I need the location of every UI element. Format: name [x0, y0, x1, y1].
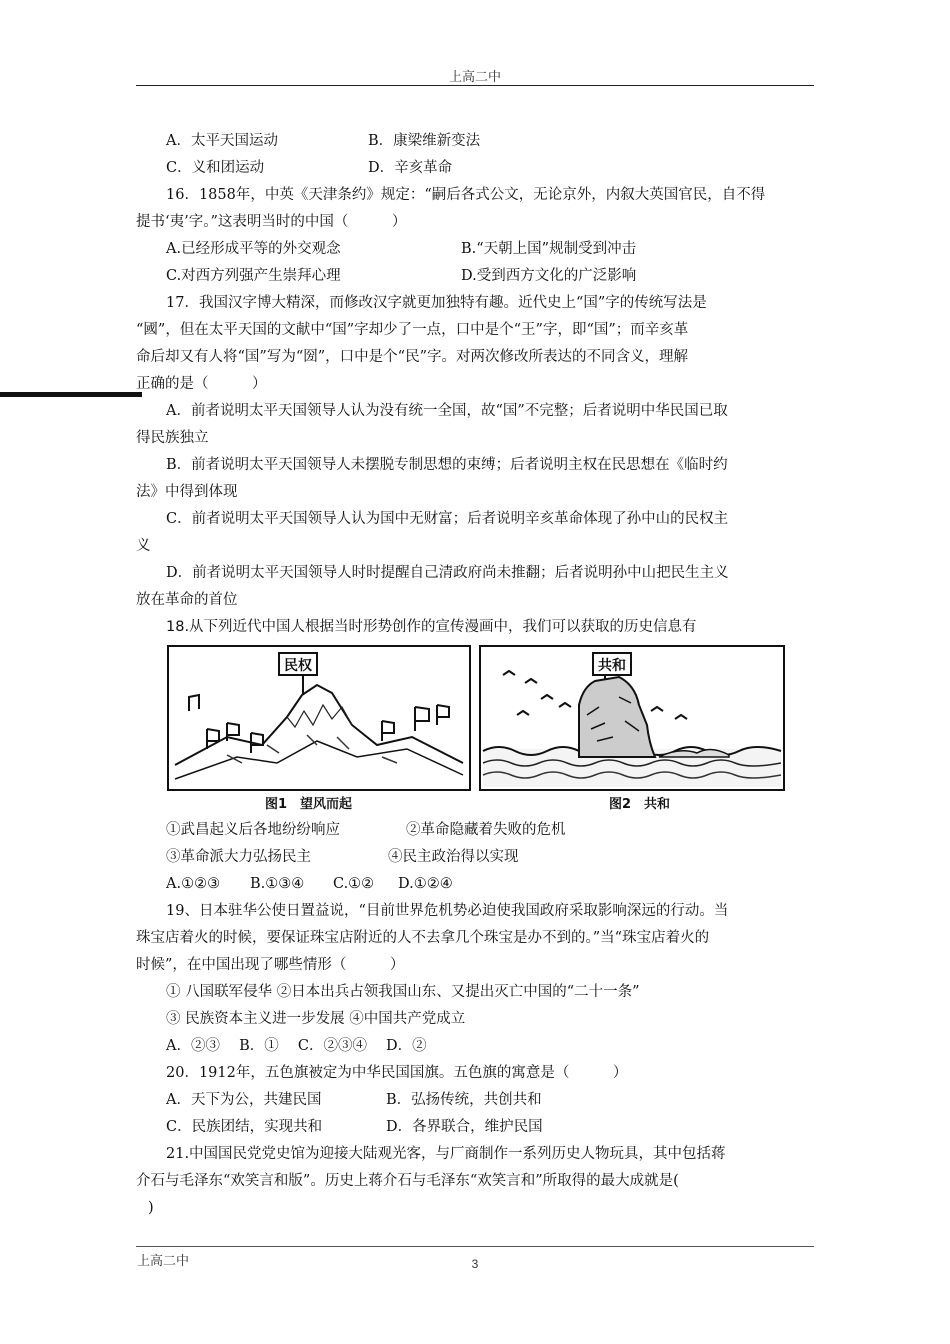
- q16-stem-line-1: 16．1858年，中英《天津条约》规定：“嗣后各式公文，无论京外，内叙大英国官民，自不得: [166, 187, 766, 203]
- q16-option-c: C.对西方列强产生崇拜心理: [166, 268, 341, 284]
- footer-school-name: 上高二中: [137, 1254, 190, 1269]
- q21-stem-line-3: ): [148, 1200, 154, 1216]
- q19-items-row-1: ① 八国联军侵华 ②日本出兵占领我国山东、又提出灭亡中国的“二十一条”: [166, 984, 640, 1000]
- q17-stem-line-2: “國”，但在太平天国的文献中“国”字却少了一点，口中是个“王”字，即“国”；而辛亥革: [136, 322, 689, 338]
- q16-stem-line-2: 提书‘夷’字。”这表明当时的中国（ ）: [136, 214, 407, 230]
- cartoon-2-drawing: [479, 645, 785, 791]
- q18-item-1: ①武昌起义后各地纷纷响应: [166, 822, 340, 838]
- page-header-title: 上高二中: [448, 70, 501, 85]
- q18-option-b: B.①③④: [250, 876, 305, 892]
- q20-option-b: B．弘扬传统，共创共和: [386, 1092, 542, 1108]
- q17-option-c-line-2: 义: [136, 538, 151, 554]
- q17-stem-line-4: 正确的是（ ）: [136, 376, 267, 392]
- q15-option-c: C．义和团运动: [166, 160, 265, 176]
- q17-option-a-line-2: 得民族独立: [136, 430, 209, 446]
- q15-option-a: A．太平天国运动: [166, 133, 278, 149]
- q19-items-row-2: ③ 民族资本主义进一步发展 ④中国共产党成立: [166, 1011, 466, 1027]
- q15-option-b: B．康梁维新变法: [368, 133, 481, 149]
- q17-option-d-line-1: D．前者说明太平天国领导人时时提醒自己清政府尚未推翻；后者说明孙中山把民生主义: [166, 565, 729, 581]
- q18-items-row-1: [136, 817, 814, 844]
- binding-margin-bar: [0, 392, 142, 397]
- q19-options-row: A．②③ B．① C．②③④ D．②: [166, 1038, 427, 1054]
- q20-option-a: A．天下为公，共建民国: [166, 1092, 322, 1108]
- page-number: 3: [471, 1257, 479, 1271]
- cartoon-figure-2: [479, 645, 785, 812]
- q20-options-row-2: [136, 1114, 814, 1141]
- q21-stem-line-1: 21.中国国民党党史馆为迎接大陆观光客，与厂商制作一系列历史人物玩具，其中包括蒋: [166, 1146, 726, 1162]
- q20-stem: 20．1912年，五色旗被定为中华民国国旗。五色旗的寓意是（ ）: [166, 1065, 628, 1081]
- q16-option-b: B.“天朝上国”规制受到冲击: [461, 241, 637, 257]
- q17-stem-line-1: 17．我国汉字博大精深，而修改汉字就更加独特有趣。近代史上“国”字的传统写法是: [166, 295, 707, 311]
- q16-options-row-2: [136, 263, 814, 290]
- cartoon-2-sign: 共和: [598, 658, 626, 674]
- q20-option-d: D．各界联合，维护民国: [386, 1119, 543, 1135]
- q18-option-c: C.①②: [333, 876, 375, 892]
- q18-item-3: ③革命派大力弘扬民主: [166, 849, 311, 865]
- q20-option-c: C．民族团结，实现共和: [166, 1119, 323, 1135]
- q17-option-d-line-2: 放在革命的首位: [136, 592, 238, 608]
- q19-stem-line-3: 时候”，在中国出现了哪些情形（ ）: [136, 957, 405, 973]
- header-rule: [136, 85, 814, 86]
- q18-item-4: ④民主政治得以实现: [388, 849, 519, 865]
- q18-option-a: A.①②③: [166, 876, 221, 892]
- q16-options-row-1: [136, 236, 814, 263]
- q18-stem: 18.从下列近代中国人根据当时形势创作的宣传漫画中，我们可以获取的历史信息有: [166, 619, 697, 635]
- footer-rule: [136, 1246, 814, 1247]
- q17-stem-line-3: 命后却又有人将“国”写为“圀”，口中是个“民”字。对两次修改所表达的不同含义，理解: [136, 349, 688, 365]
- q16-option-a: A.已经形成平等的外交观念: [166, 241, 341, 257]
- q17-option-a-line-1: A．前者说明太平天国领导人认为没有统一全国，故“国”不完整；后者说明中华民国已取: [166, 403, 728, 419]
- page-content: [136, 128, 814, 1222]
- cartoon-figure-1: [167, 645, 471, 812]
- q15-options-row-2: [136, 155, 814, 182]
- cartoon-1-sign: 民权: [284, 658, 312, 674]
- q18-items-row-2: [136, 844, 814, 871]
- cartoon-1-caption: 图1 望风而起: [265, 797, 353, 812]
- q18-option-d: D.①②④: [398, 876, 453, 892]
- q19-stem-line-2: 珠宝店着火的时候，要保证珠宝店附近的人不去拿几个珠宝是办不到的。”当“珠宝店着火的: [136, 930, 710, 946]
- q15-options-row-1: [136, 128, 814, 155]
- q18-cartoons: [136, 645, 814, 817]
- q18-item-2: ②革命隐藏着失败的危机: [406, 822, 566, 838]
- cartoon-1-drawing: [167, 645, 471, 791]
- cartoon-2-caption: 图2 共和: [609, 797, 671, 812]
- q19-stem-line-1: 19、日本驻华公使日置益说，“目前世界危机势必迫使我国政府采取影响深远的行动。当: [166, 903, 729, 919]
- q17-option-c-line-1: C．前者说明太平天国领导人认为国中无财富；后者说明辛亥革命体现了孙中山的民权主: [166, 511, 729, 527]
- q20-options-row-1: [136, 1087, 814, 1114]
- q21-stem-line-2: 介石与毛泽东“欢笑言和版”。历史上蒋介石与毛泽东“欢笑言和”所取得的最大成就是(: [136, 1173, 679, 1189]
- q18-options-row: [136, 871, 814, 898]
- q16-option-d: D.受到西方文化的广泛影响: [461, 268, 637, 284]
- q17-option-b-line-1: B．前者说明太平天国领导人未摆脱专制思想的束缚；后者说明主权在民思想在《临时约: [166, 457, 728, 473]
- q17-option-b-line-2: 法》中得到体现: [136, 484, 238, 500]
- q15-option-d: D．辛亥革命: [368, 160, 453, 176]
